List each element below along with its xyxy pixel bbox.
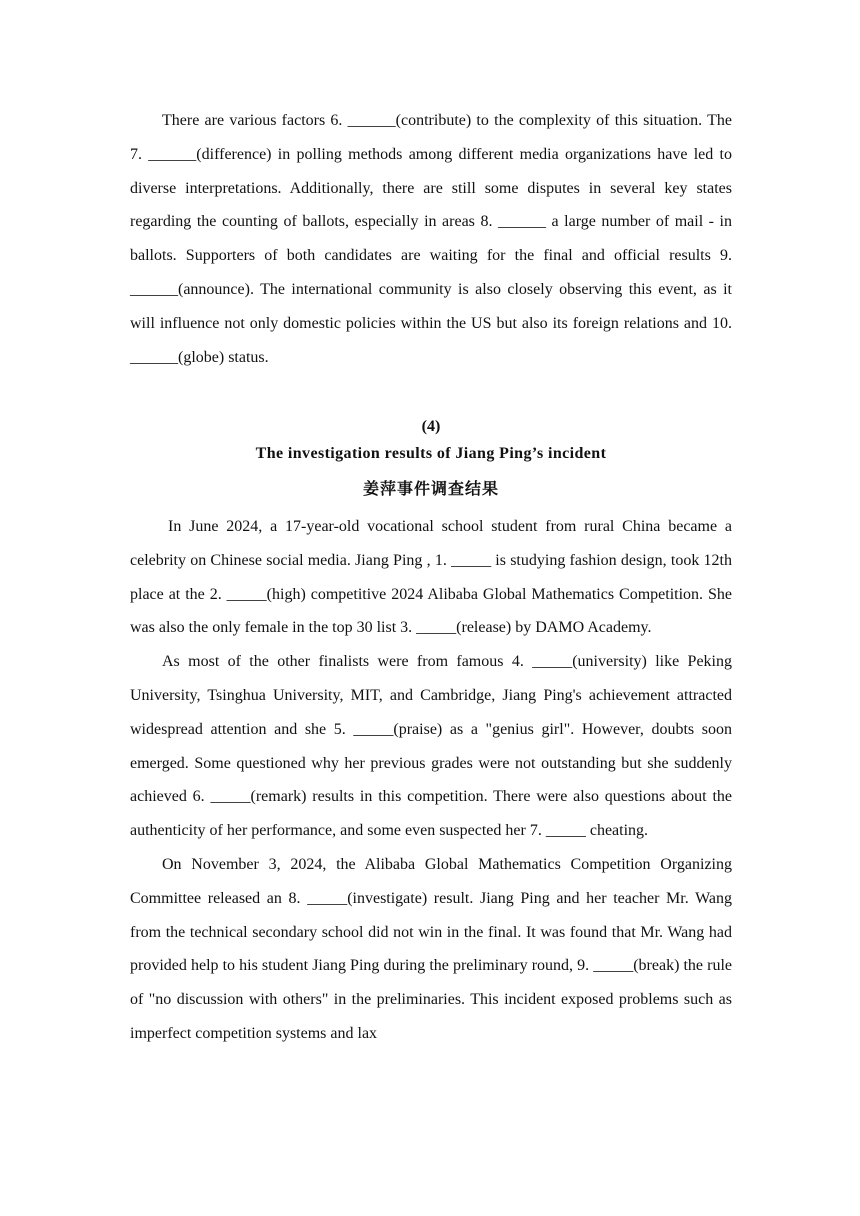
section-3-continuation — [130, 104, 732, 374]
paragraph-jiang-ping-intro: In June 2024, a 17-year-old vocational school student from rural China became a celebrity on Chinese social media. Jiang Ping , 1. _____ is studying fashion design, took 12th place at the 2. _____(high) competitive 2024 Alibaba Global Mathematics Competition. She was also the only female in the top 30 list 3. _____(release) by DAMO Academy. — [130, 518, 732, 637]
section-title-chinese: 姜萍事件调查结果 — [362, 479, 499, 498]
paragraph-finalists-doubts: As most of the other finalists were from famous 4. _____(university) like Peking University, Tsinghua University, MIT, and Cambridge, Jiang Ping's achievement attracted widespread attention and she 5. _____(praise) as a "genius girl". However, doubts soon emerged. Some questioned why her previous grades were not outstanding but she suddenly achieved 6. _____(remark) results in this competition. There were also questions about the authenticity of her performance, and some even suspected her 7. _____ cheating. — [130, 653, 732, 840]
section-title-english: The investigation results of Jiang Ping’s incident — [255, 445, 607, 462]
paragraph-section3-factors: There are various factors 6. ______(contribute) to the complexity of this situation. The 7. ______(difference) in polling methods among different media organizations have led to diverse interpretations. Additionally, there are still some disputes in several key states regarding the counting of ballots, especially in areas 8. ______ a large number of mail - in ballots. Supporters of both candidates are waiting for the final and official results 9. ______(announce). The international community is also closely observing this event, as it will influence not only domestic policies within the US but also its foreign relations and 10. ______(globe) status. — [130, 112, 732, 366]
paragraph-investigation-result: On November 3, 2024, the Alibaba Global Mathematics Competition Organizing Committee released an 8. _____(investigate) result. Jiang Ping and her teacher Mr. Wang from the technical secondary school did not win in the final. It was found that Mr. Wang had provided help to his student Jiang Ping during the preliminary round, 9. _____(break) the rule of "no discussion with others" in the preliminaries. This incident exposed problems such as imperfect competition systems and lax — [130, 855, 732, 1042]
section-4-body — [130, 510, 732, 1051]
section-number: (4) — [421, 418, 441, 435]
